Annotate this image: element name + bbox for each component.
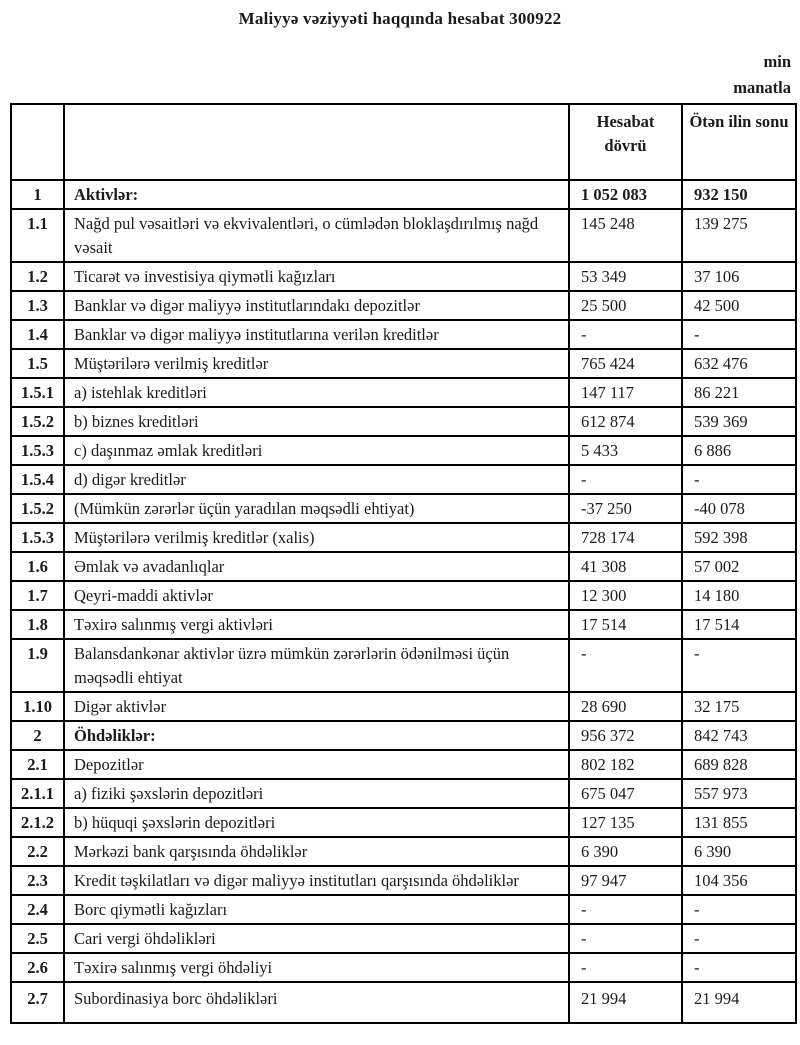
row-number: 1.2 (11, 262, 64, 291)
row-value-prior: 539 369 (682, 407, 796, 436)
row-item-label: Subordinasiya borc öhdəlikləri (64, 982, 569, 1023)
row-number: 1.5.1 (11, 378, 64, 407)
row-value-prior: 131 855 (682, 808, 796, 837)
table-row (11, 837, 796, 866)
row-value-current: - (569, 639, 682, 692)
row-value-prior: 6 390 (682, 837, 796, 866)
row-value-current: 145 248 (569, 209, 682, 262)
row-value-prior: 21 994 (682, 982, 796, 1023)
row-value-current: 28 690 (569, 692, 682, 721)
table-row (11, 465, 796, 494)
row-value-prior: - (682, 924, 796, 953)
row-number: 1.6 (11, 552, 64, 581)
row-value-prior: 42 500 (682, 291, 796, 320)
row-item-label: Cari vergi öhdəlikləri (64, 924, 569, 953)
row-item-label: Banklar və digər maliyyə institutlarına verilən kreditlər (64, 320, 569, 349)
row-value-current: 12 300 (569, 581, 682, 610)
row-item-label: Müştərilərə verilmiş kreditlər (xalis) (64, 523, 569, 552)
table-row (11, 808, 796, 837)
row-value-current: 6 390 (569, 837, 682, 866)
row-value-current: 675 047 (569, 779, 682, 808)
row-number: 1.5 (11, 349, 64, 378)
row-number: 2.7 (11, 982, 64, 1023)
row-item-label: Balansdankənar aktivlər üzrə mümkün zərərlərin ödənilməsi üçün məqsədli ehtiyat (64, 639, 569, 692)
row-value-prior: 932 150 (682, 180, 796, 209)
row-value-prior: 14 180 (682, 581, 796, 610)
row-item-label: Banklar və digər maliyyə institutlarındakı depozitlər (64, 291, 569, 320)
row-value-prior: 6 886 (682, 436, 796, 465)
row-number: 2.6 (11, 953, 64, 982)
row-value-current: 956 372 (569, 721, 682, 750)
unit-note-line2: manatla (733, 78, 791, 97)
row-value-current: 147 117 (569, 378, 682, 407)
row-value-current: 765 424 (569, 349, 682, 378)
table-row (11, 692, 796, 721)
row-value-prior: 139 275 (682, 209, 796, 262)
row-value-current: 802 182 (569, 750, 682, 779)
row-item-label: Aktivlər: (64, 180, 569, 209)
row-number: 2.4 (11, 895, 64, 924)
row-number: 1.9 (11, 639, 64, 692)
table-row (11, 866, 796, 895)
row-number: 1.5.2 (11, 407, 64, 436)
table-row (11, 779, 796, 808)
row-number: 1.1 (11, 209, 64, 262)
table-row (11, 523, 796, 552)
row-item-label: b) hüquqi şəxslərin depozitləri (64, 808, 569, 837)
row-number: 2 (11, 721, 64, 750)
table-row (11, 209, 796, 262)
row-number: 2.5 (11, 924, 64, 953)
row-item-label: Ticarət və investisiya qiymətli kağızları (64, 262, 569, 291)
row-number: 2.2 (11, 837, 64, 866)
table-row (11, 494, 796, 523)
table-row (11, 552, 796, 581)
row-value-current: - (569, 895, 682, 924)
row-value-prior: 842 743 (682, 721, 796, 750)
row-value-prior: 104 356 (682, 866, 796, 895)
header-cell-item-label (64, 104, 569, 180)
row-number: 1.10 (11, 692, 64, 721)
row-number: 1.5.3 (11, 436, 64, 465)
row-item-label: a) fiziki şəxslərin depozitləri (64, 779, 569, 808)
table-row (11, 639, 796, 692)
row-value-prior: 592 398 (682, 523, 796, 552)
row-value-current: 728 174 (569, 523, 682, 552)
row-value-prior: 37 106 (682, 262, 796, 291)
row-value-current: 21 994 (569, 982, 682, 1023)
row-item-label: d) digər kreditlər (64, 465, 569, 494)
financial-position-table (10, 103, 797, 1024)
header-cell-prior-year-end: Ötən ilin sonu (682, 104, 796, 180)
row-value-prior: - (682, 639, 796, 692)
row-item-label: Borc qiymətli kağızları (64, 895, 569, 924)
table-row (11, 320, 796, 349)
report-title: Maliyyə vəziyyəti haqqında hesabat 300922 (238, 9, 562, 28)
row-value-prior: - (682, 895, 796, 924)
table-row (11, 180, 796, 209)
row-number: 2.1.1 (11, 779, 64, 808)
unit-note (733, 49, 791, 101)
unit-note-line1: min (763, 52, 791, 71)
row-item-label: Kredit təşkilatları və digər maliyyə institutları qarşısında öhdəliklər (64, 866, 569, 895)
table-row (11, 407, 796, 436)
row-value-current: 5 433 (569, 436, 682, 465)
table-row (11, 750, 796, 779)
row-item-label: Təxirə salınmış vergi aktivləri (64, 610, 569, 639)
table-row (11, 982, 796, 1023)
row-value-prior: 17 514 (682, 610, 796, 639)
row-value-current: - (569, 465, 682, 494)
header-cell-row-number (11, 104, 64, 180)
row-value-current: 97 947 (569, 866, 682, 895)
row-value-current: - (569, 320, 682, 349)
row-number: 2.1.2 (11, 808, 64, 837)
table-header (11, 104, 796, 180)
row-item-label: Müştərilərə verilmiş kreditlər (64, 349, 569, 378)
row-value-prior: 632 476 (682, 349, 796, 378)
table-row (11, 610, 796, 639)
row-value-prior: 86 221 (682, 378, 796, 407)
table-row (11, 924, 796, 953)
table-row (11, 721, 796, 750)
table-row (11, 953, 796, 982)
row-value-current: 25 500 (569, 291, 682, 320)
row-value-prior: -40 078 (682, 494, 796, 523)
row-number: 2.3 (11, 866, 64, 895)
row-item-label: Əmlak və avadanlıqlar (64, 552, 569, 581)
row-item-label: a) istehlak kreditləri (64, 378, 569, 407)
row-number: 1.5.4 (11, 465, 64, 494)
row-number: 2.1 (11, 750, 64, 779)
row-value-current: 17 514 (569, 610, 682, 639)
row-number: 1.7 (11, 581, 64, 610)
row-value-prior: 32 175 (682, 692, 796, 721)
table-header-row (11, 104, 796, 180)
row-number: 1 (11, 180, 64, 209)
table-row (11, 262, 796, 291)
row-item-label: Digər aktivlər (64, 692, 569, 721)
row-number: 1.8 (11, 610, 64, 639)
row-value-current: - (569, 953, 682, 982)
table-row (11, 378, 796, 407)
row-item-label: Depozitlər (64, 750, 569, 779)
row-number: 1.3 (11, 291, 64, 320)
row-value-prior: - (682, 953, 796, 982)
row-item-label: Nağd pul vəsaitləri və ekvivalentləri, o cümlədən bloklaşdırılmış nağd vəsait (64, 209, 569, 262)
row-value-current: -37 250 (569, 494, 682, 523)
row-value-current: 53 349 (569, 262, 682, 291)
table-row (11, 895, 796, 924)
header-cell-reporting-period: Hesabat dövrü (569, 104, 682, 180)
row-value-current: 41 308 (569, 552, 682, 581)
row-item-label: Təxirə salınmış vergi öhdəliyi (64, 953, 569, 982)
row-item-label: Mərkəzi bank qarşısında öhdəliklər (64, 837, 569, 866)
row-value-current: 1 052 083 (569, 180, 682, 209)
row-item-label: Qeyri-maddi aktivlər (64, 581, 569, 610)
row-item-label: b) biznes kreditləri (64, 407, 569, 436)
row-item-label: c) daşınmaz əmlak kreditləri (64, 436, 569, 465)
row-value-current: 127 135 (569, 808, 682, 837)
row-item-label: (Mümkün zərərlər üçün yaradılan məqsədli ehtiyat) (64, 494, 569, 523)
row-value-prior: 689 828 (682, 750, 796, 779)
row-value-prior: 57 002 (682, 552, 796, 581)
row-number: 1.5.3 (11, 523, 64, 552)
row-value-current: 612 874 (569, 407, 682, 436)
row-number: 1.4 (11, 320, 64, 349)
row-item-label: Öhdəliklər: (64, 721, 569, 750)
table-row (11, 581, 796, 610)
table-body (11, 180, 796, 1023)
row-value-prior: 557 973 (682, 779, 796, 808)
row-number: 1.5.2 (11, 494, 64, 523)
table-row (11, 436, 796, 465)
table-row (11, 291, 796, 320)
table-row (11, 349, 796, 378)
row-value-prior: - (682, 320, 796, 349)
row-value-prior: - (682, 465, 796, 494)
row-value-current: - (569, 924, 682, 953)
